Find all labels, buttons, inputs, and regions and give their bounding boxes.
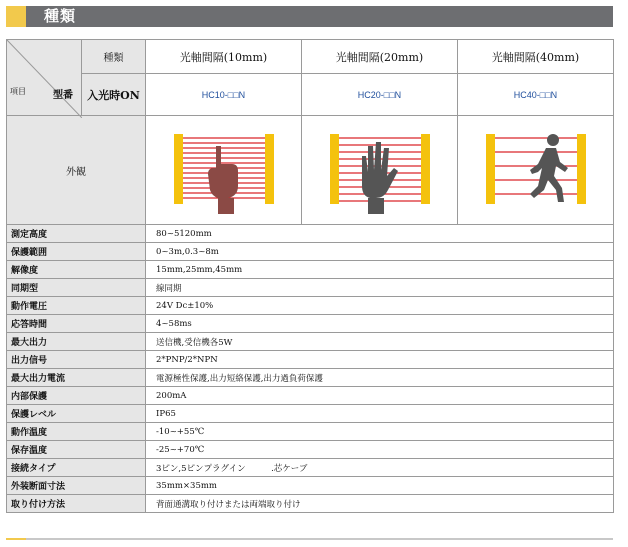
bottom-rule xyxy=(6,538,613,540)
spec-value: 送信機,受信機各5W xyxy=(146,333,614,351)
spec-label: 内部保護 xyxy=(7,387,146,405)
appearance-20mm xyxy=(302,116,458,225)
spec-value: IP65 xyxy=(146,405,614,423)
spec-row xyxy=(7,477,614,495)
model-10mm: HC10-□□N xyxy=(146,74,302,116)
spec-label: 測定高度 xyxy=(7,225,146,243)
product-type-table xyxy=(6,39,614,513)
spec-row xyxy=(7,405,614,423)
spec-row xyxy=(7,261,614,279)
spec-value: 35mm×35mm xyxy=(146,477,614,495)
spec-label: 最大出力電流 xyxy=(7,369,146,387)
spec-row xyxy=(7,315,614,333)
corner-type-label: 種類 xyxy=(82,40,146,74)
appearance-label: 外観 xyxy=(7,116,146,225)
appearance-40mm xyxy=(458,116,614,225)
model-row xyxy=(7,74,614,116)
walking-person-icon xyxy=(458,116,614,224)
spec-label: 最大出力 xyxy=(7,333,146,351)
section-title-bar xyxy=(6,6,613,27)
open-hand-icon xyxy=(302,116,458,224)
spec-row xyxy=(7,495,614,513)
spec-row xyxy=(7,459,614,477)
appearance-row xyxy=(7,116,614,225)
spec-row xyxy=(7,351,614,369)
corner-model-label: 型番 xyxy=(53,90,73,101)
spec-row xyxy=(7,279,614,297)
bottom-accent-block xyxy=(6,538,26,540)
spec-row xyxy=(7,297,614,315)
title-accent-block xyxy=(6,6,26,27)
column-title-20mm: 光軸間隔(20mm) xyxy=(302,40,458,74)
spec-value: -25~+70℃ xyxy=(146,441,614,459)
light-on-label: 入光時ON xyxy=(82,74,146,116)
spec-value: 0~3m,0.3~8m xyxy=(146,243,614,261)
spec-value: -10~+55℃ xyxy=(146,423,614,441)
pointing-hand-icon xyxy=(146,116,302,224)
spec-label: 接続タイプ xyxy=(7,459,146,477)
spec-value: 24V Dc±10% xyxy=(146,297,614,315)
model-40mm: HC40-□□N xyxy=(458,74,614,116)
spec-label: 保護範囲 xyxy=(7,243,146,261)
spec-label: 保護レベル xyxy=(7,405,146,423)
spec-label: 応答時間 xyxy=(7,315,146,333)
spec-value: 80~5120mm xyxy=(146,225,614,243)
column-title-40mm: 光軸間隔(40mm) xyxy=(458,40,614,74)
spec-row xyxy=(7,333,614,351)
appearance-10mm xyxy=(146,116,302,225)
spec-label: 保存温度 xyxy=(7,441,146,459)
spec-value: 電源極性保護,出力短絡保護,出力過負荷保護 xyxy=(146,369,614,387)
spec-value: 背面通溝取り付けまたは両端取り付け xyxy=(146,495,614,513)
spec-label: 出力信号 xyxy=(7,351,146,369)
table-header-row xyxy=(7,40,614,74)
spec-row xyxy=(7,423,614,441)
spec-label: 動作温度 xyxy=(7,423,146,441)
section-title: 種類 xyxy=(44,7,77,25)
spec-value: 15mm,25mm,45mm xyxy=(146,261,614,279)
spec-label: 解像度 xyxy=(7,261,146,279)
spec-row xyxy=(7,225,614,243)
spec-label: 同期型 xyxy=(7,279,146,297)
spec-value: 線同期 xyxy=(146,279,614,297)
spec-value: 3ピン,5ピンプラグイン .芯ケーブ xyxy=(146,459,614,477)
spec-row xyxy=(7,387,614,405)
spec-row xyxy=(7,441,614,459)
model-20mm: HC20-□□N xyxy=(302,74,458,116)
spec-value: 2*PNP/2*NPN xyxy=(146,351,614,369)
corner-diagonal xyxy=(7,40,82,118)
spec-label: 外装断面寸法 xyxy=(7,477,146,495)
spec-table-body xyxy=(7,225,614,513)
corner-cell-item xyxy=(7,40,82,116)
spec-row xyxy=(7,369,614,387)
spec-label: 動作電圧 xyxy=(7,297,146,315)
spec-value: 4~58ms xyxy=(146,315,614,333)
column-title-10mm: 光軸間隔(10mm) xyxy=(146,40,302,74)
spec-label: 取り付け方法 xyxy=(7,495,146,513)
spec-row xyxy=(7,243,614,261)
spec-value: 200mA xyxy=(146,387,614,405)
corner-item-label: 項目 xyxy=(10,87,26,96)
